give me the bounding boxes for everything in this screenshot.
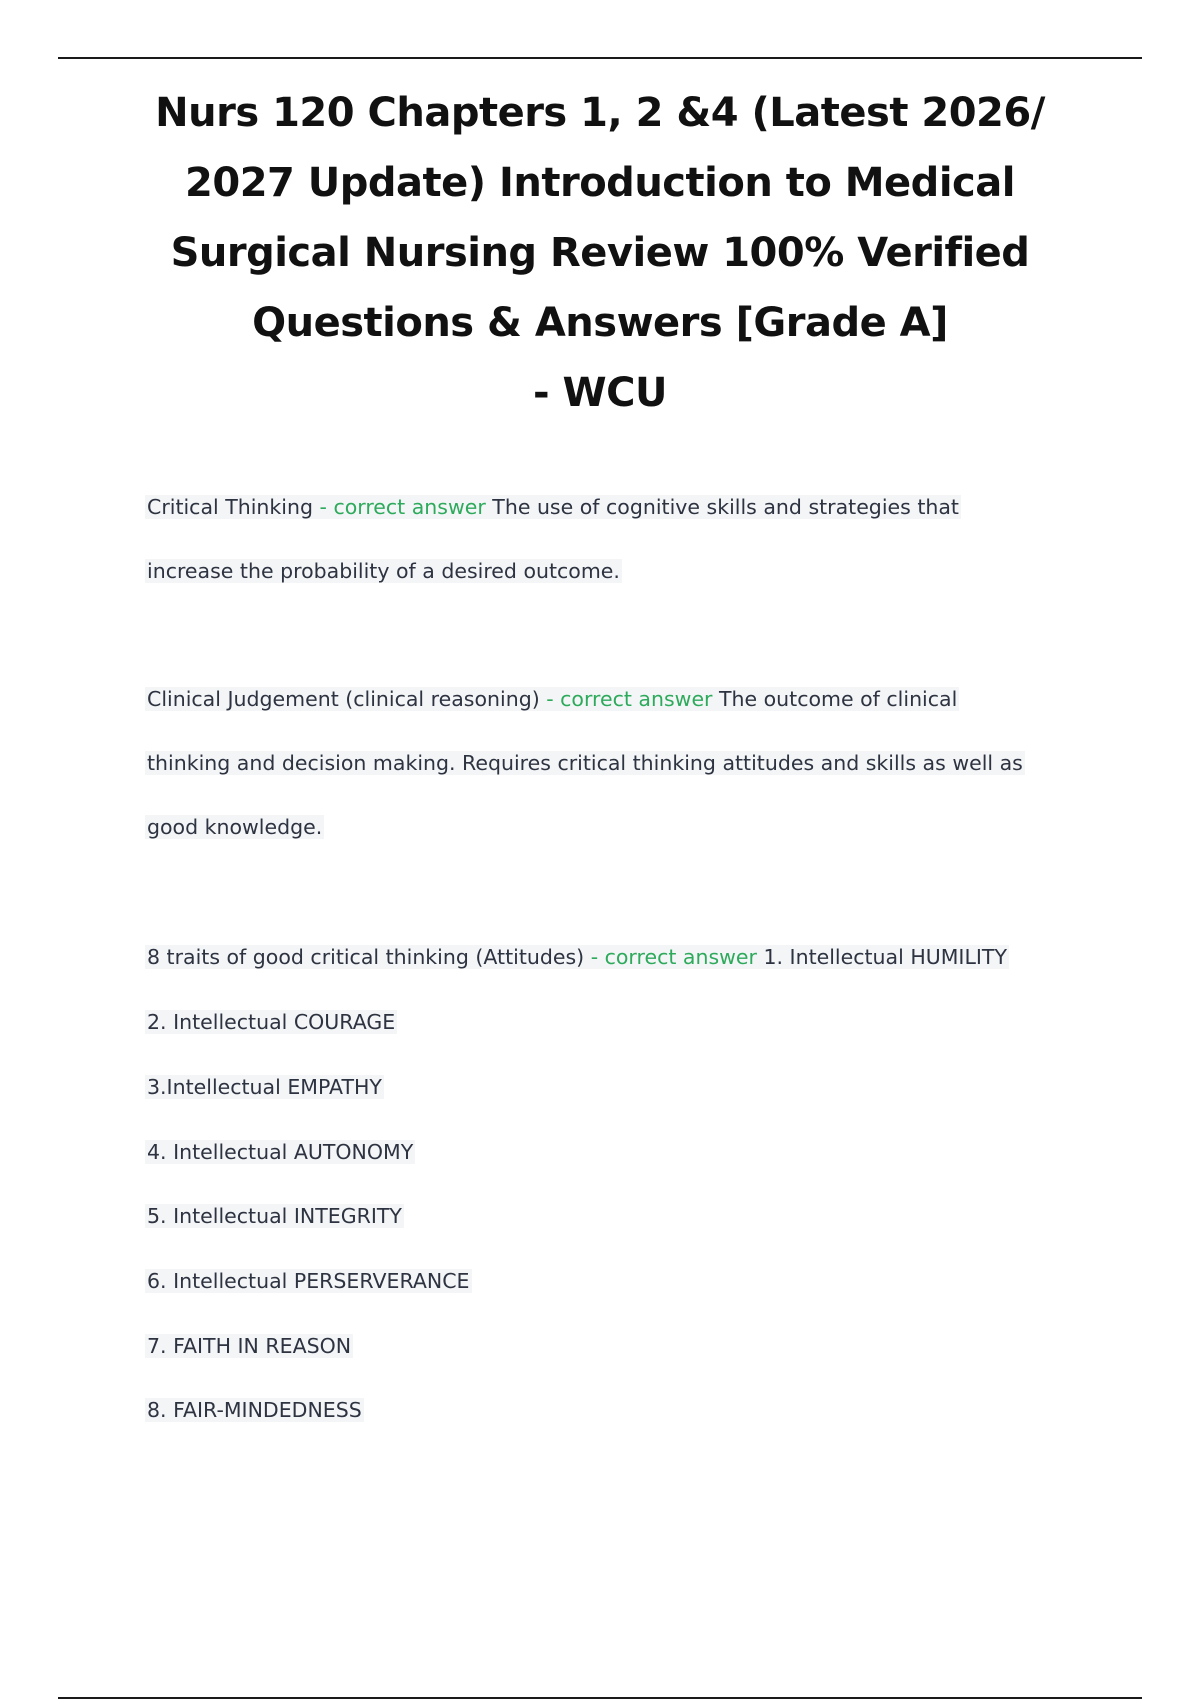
entry-definition: increase the probability of a desired outcome.	[147, 559, 620, 583]
trait-list-item	[145, 1005, 397, 1039]
correct-answer-label: correct answer	[560, 687, 713, 711]
entry-separator: -	[584, 945, 605, 969]
trait-list-item	[145, 1329, 353, 1363]
trait-list-item	[145, 1264, 472, 1298]
qa-entry-clinical-judgement	[145, 682, 959, 716]
entry-definition: The outcome of clinical	[712, 687, 958, 711]
title-line: Questions & Answers [Grade A]	[252, 300, 948, 346]
trait-text: 8. FAIR-MINDEDNESS	[147, 1398, 362, 1422]
trait-text: 5. Intellectual INTEGRITY	[147, 1204, 402, 1228]
bottom-rule	[58, 1697, 1142, 1699]
entry-first-line	[145, 495, 961, 519]
trait-text: 3.Intellectual EMPATHY	[147, 1075, 382, 1099]
trait-list-item	[145, 1393, 364, 1427]
trait-list-item	[145, 1070, 384, 1104]
trait-list-item	[145, 1199, 404, 1233]
trait-text: 2. Intellectual COURAGE	[147, 1010, 396, 1034]
entry-definition: The use of cognitive skills and strategies that	[485, 495, 959, 519]
entry-definition: thinking and decision making. Requires critical thinking attitudes and skills as well as	[147, 751, 1023, 775]
entry-separator: -	[539, 687, 561, 711]
entry-separator: -	[313, 495, 334, 519]
trait-list-item	[145, 1135, 415, 1169]
title-line: - WCU	[533, 370, 667, 416]
entry-definition: 1. Intellectual HUMILITY	[756, 945, 1007, 969]
entry-first-line	[145, 687, 959, 711]
document-title	[140, 78, 1060, 428]
title-line: Surgical Nursing Review 100% Verified	[170, 230, 1030, 276]
title-line: 2027 Update) Introduction to Medical	[185, 160, 1015, 206]
qa-entry-critical-thinking	[145, 490, 961, 524]
entry-first-line	[145, 945, 1009, 969]
trait-text: 4. Intellectual AUTONOMY	[147, 1140, 414, 1164]
entry-term: 8 traits of good critical thinking (Attitudes)	[147, 945, 585, 969]
title-line: Nurs 120 Chapters 1, 2 &4 (Latest 2026/	[155, 90, 1045, 136]
entry-term: Clinical Judgement (clinical reasoning)	[147, 687, 540, 711]
entry-definition: good knowledge.	[147, 815, 323, 839]
correct-answer-label: correct answer	[604, 945, 757, 969]
trait-text: 6. Intellectual PERSERVERANCE	[147, 1269, 470, 1293]
definition-line	[145, 746, 1025, 780]
entry-term: Critical Thinking	[147, 495, 313, 519]
correct-answer-label: correct answer	[333, 495, 486, 519]
definition-line	[145, 554, 622, 588]
definition-line	[145, 810, 324, 844]
trait-text: 7. FAITH IN REASON	[147, 1334, 352, 1358]
qa-entry-critical-thinking-traits	[145, 940, 1009, 974]
top-rule	[58, 57, 1142, 59]
